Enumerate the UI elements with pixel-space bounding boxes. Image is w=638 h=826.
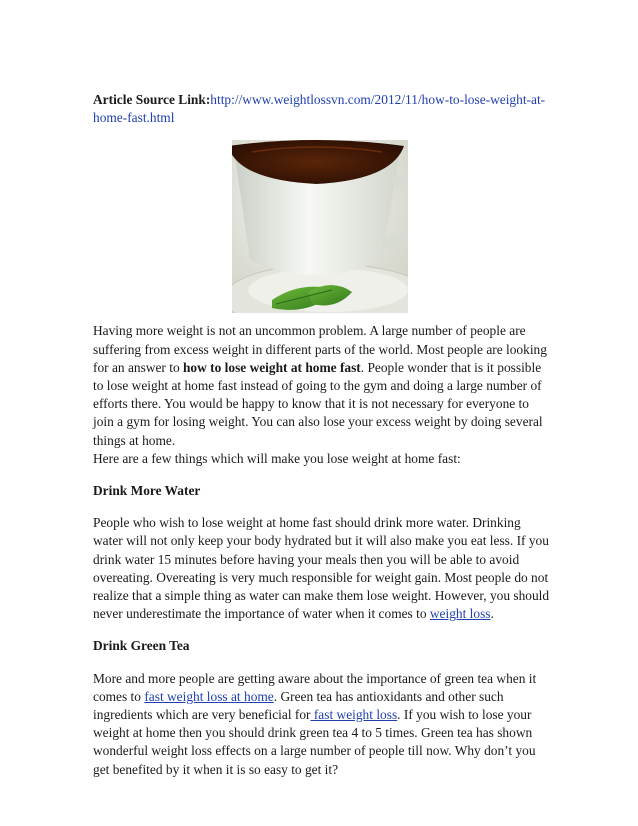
spacer [93, 500, 551, 514]
spacer [93, 623, 551, 637]
section2-heading: Drink Green Tea [93, 638, 190, 654]
spacer [93, 656, 551, 670]
section2-text-a: More and more people are getting aware about the importance of green tea when it comes to [93, 670, 537, 704]
section2-paragraph [93, 670, 551, 779]
fast-weight-loss-at-home-link[interactable]: fast weight loss at home [144, 688, 274, 704]
section1-paragraph [93, 514, 551, 623]
intro-text-a: Having more weight is not an uncommon problem. A large number of people are suffering from excess weight in different parts of the world. Most people are looking for an answer to [93, 323, 547, 375]
section1-text: People who wish to lose weight at home fast should drink more water. Drinking water will not only keep your body hydrated but it will also make you eat less. If you drink water 15 minutes before having your meals then you will be able to avoid overeating. Overeating is very much responsible for weight gain. Most people do not realize that a simple thing as water can make them lose weight. However, you should never underestimate the importance of water when it comes to [93, 515, 550, 622]
intro-line2: Here are a few things which will make you lose weight at home fast: [93, 450, 461, 466]
section1-end: . [490, 606, 494, 622]
document-page [93, 91, 551, 779]
source-url-link[interactable]: http://www.weightlossvn.com/2012/11/how-to-lose-weight-at-home-fast.html [93, 92, 546, 126]
section2-text-b: . Green tea has antioxidants and other such ingredients which are very beneficial for [93, 688, 504, 723]
section2-text-c: . If you wish to lose your weight at home then you should drink green tea 4 to 5 times. Green tea has shown wonderful weight loss effects on a large number of people till now. Why don’t you get benefited by it when it is so easy to get it? [93, 707, 536, 777]
image-spacer [93, 127, 551, 322]
weight-loss-link[interactable]: weight loss [429, 606, 491, 622]
intro-paragraph [93, 322, 551, 468]
source-line [93, 91, 551, 127]
fast-weight-loss-link[interactable]: fast weight loss [310, 707, 398, 723]
source-label: Article Source Link: [93, 92, 211, 107]
section1-heading: Drink More Water [93, 483, 201, 499]
spacer [93, 468, 551, 482]
intro-text-b: . People wonder that is it possible to lose weight at home fast instead of going to the gym and doing a large number of efforts there. You would be happy to know that it is not necessary for everyone to join a gym for losing weight. You can also lose your excess weight by doing several things at home. [93, 359, 543, 448]
intro-bold: how to lose weight at home fast [182, 359, 361, 375]
